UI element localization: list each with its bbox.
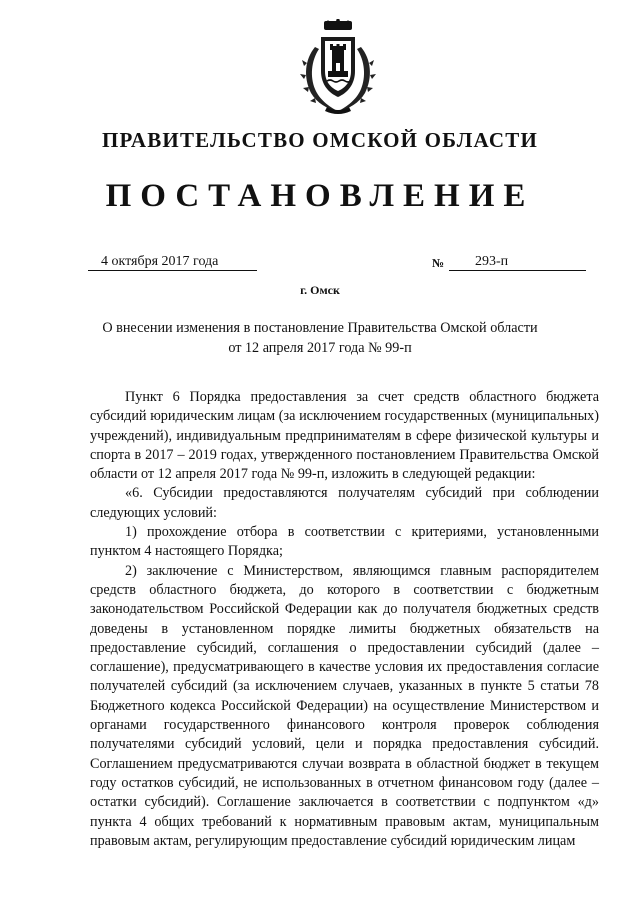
number-sign: № (432, 256, 445, 270)
body-paragraph-3: 1) прохождение отбора в соответствии с критериями, установленными пунктом 4 настоящего Порядка; (90, 524, 599, 560)
subject-line-1: О внесении изменения в постановление Правительства Омской области (102, 320, 538, 336)
body-paragraph-1: Пункт 6 Порядка предоставления за счет средств областного бюджета субсидий юридическим лицам (за исключением государственных (муниципальных) учреждений), индивидуальным предпринимателям в сфере физической культуры и спорта в 2017 – 2019 годах, утвержденного постановлением Правительства Омской области от 12 апреля 2017 года № 99-п, изложить в следующей редакции: (90, 389, 599, 483)
city-name: г. Омск (300, 283, 340, 297)
document-subject (90, 318, 550, 358)
coat-of-arms-icon (297, 19, 379, 115)
document-type-title: ПОСТАНОВЛЕНИЕ (105, 178, 535, 214)
document-body (90, 388, 599, 851)
government-name: ПРАВИТЕЛЬСТВО ОМСКОЙ ОБЛАСТИ (101, 128, 538, 152)
body-paragraph-4: 2) заключение с Министерством, являющимся главным распорядителем средств областного бюджета, до которого в соответствии с бюджетным законодательством Российской Федерации как до получателя бюджетных средств доведены в установленном порядке лимиты бюджетных обязательств на предоставление субсидий, соглашения о предоставлении субсидий (далее – соглашение), предусматривающего в качестве условия их предоставления согласие получателей субсидий (за исключением случаев, указанных в пункте 5 статьи 78 Бюджетного кодекса Российской Федерации) на осуществление Министерством и органами государственного финансового контроля проверок соблюдения получателями субсидий условий, цели и порядка предоставления субсидий. Соглашением предусматриваются случаи возврата в областной бюджет в текущем году остатков субсидий, не использованных в отчетном финансовом году (далее – остатки субсидий). Соглашение заключается в соответствии с подпунктом «д» пункта 4 общих требований к нормативным правовым актам, муниципальным правовым актам, регулирующим предоставление субсидий юридическим лицам (90, 562, 599, 849)
document-number: 293-п (449, 254, 586, 271)
subject-line-2: от 12 апреля 2017 года № 99-п (228, 340, 412, 356)
body-paragraph-2: «6. Субсидии предоставляются получателям субсидий при соблюдении следующих условий: (90, 485, 599, 521)
document-date: 4 октября 2017 года (88, 254, 257, 271)
